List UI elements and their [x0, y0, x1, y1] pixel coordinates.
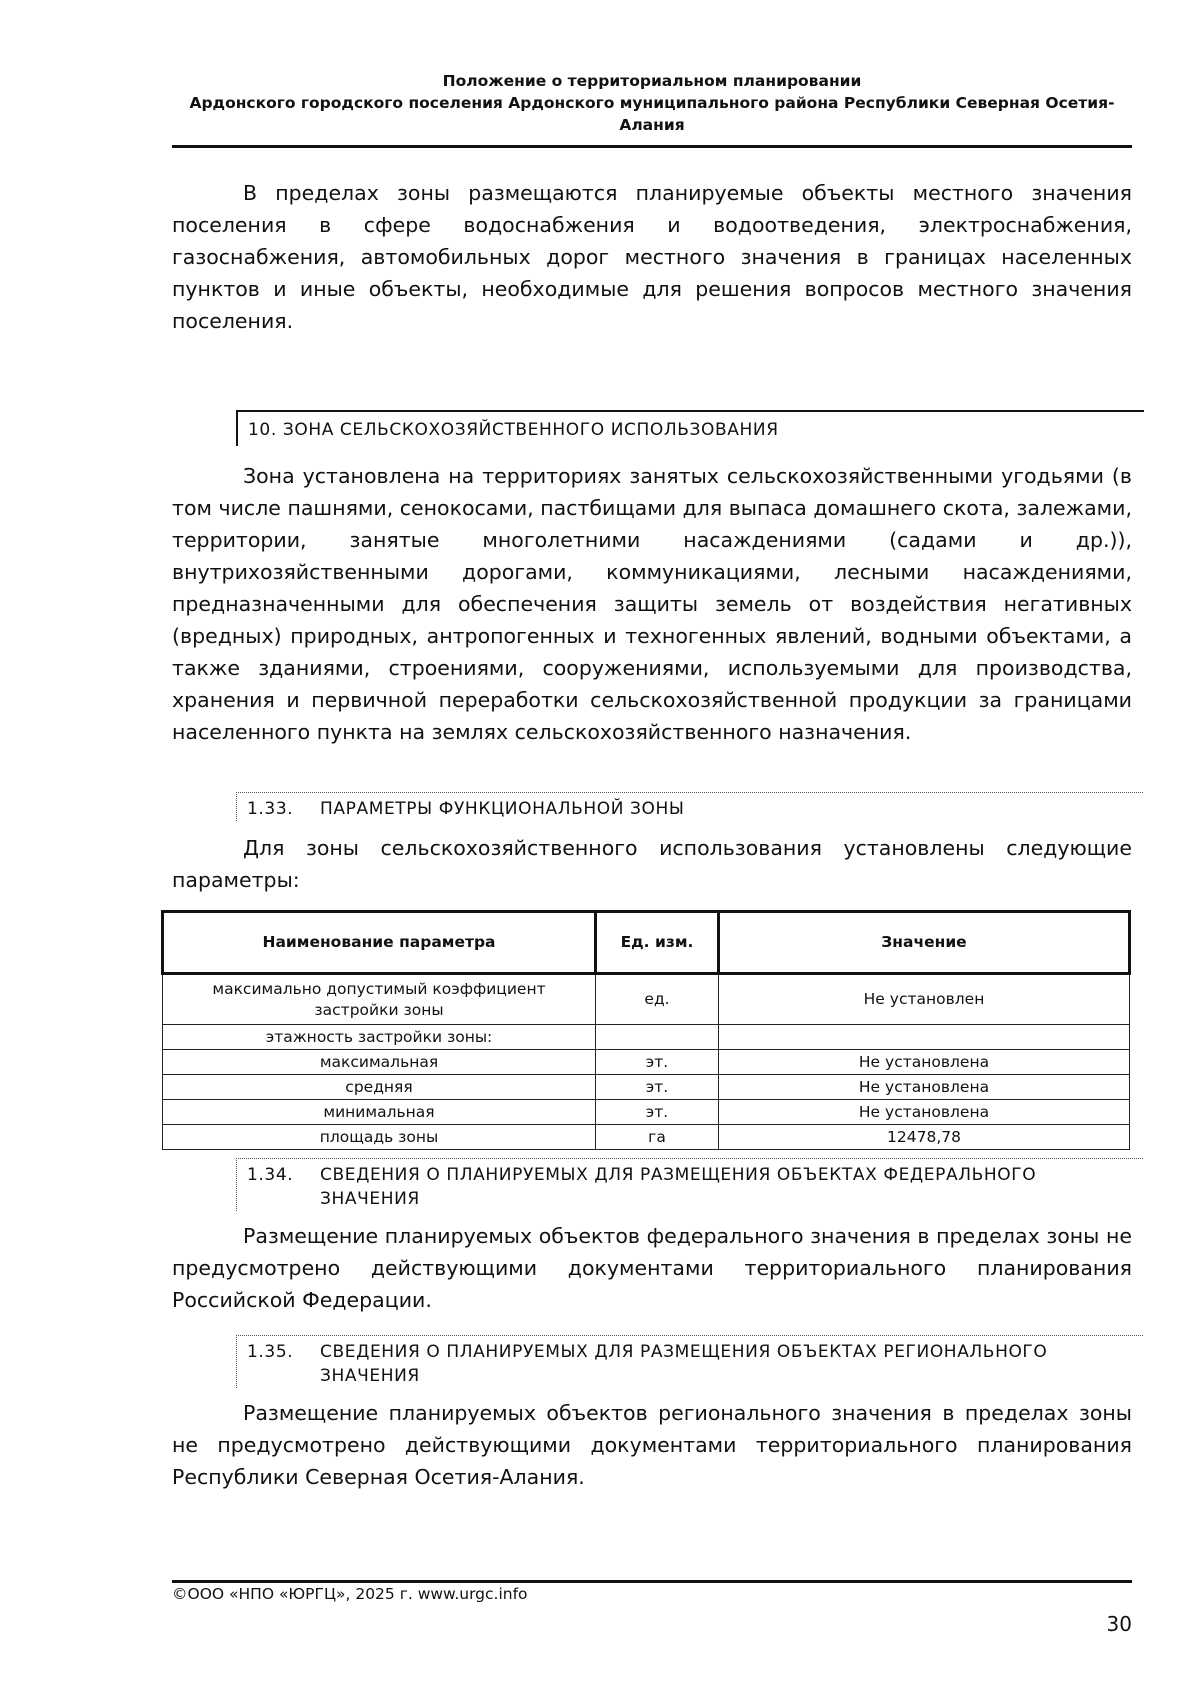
cell-value: Не установлена: [719, 1050, 1130, 1075]
header-line-3: Алания: [619, 116, 685, 134]
intro-paragraph: В пределах зоны размещаются планируемые объекты местного значения поселения в сфере водоснабжения и водоотведения, электроснабжения, газоснабжения, автомобильных дорог местного значения в границах населенных пунктов и иные объекты, необходимые для решения вопросов местного значения поселения.: [172, 181, 1132, 333]
cell-value: Не установлена: [719, 1100, 1130, 1125]
cell-unit: [596, 1025, 719, 1050]
header-cell-unit: Ед. изм.: [596, 912, 719, 974]
section-1-35-paragraph: Размещение планируемых объектов регионального значения в пределах зоны не предусмотрено действующими документами территориального планирования Республики Северная Осетия-Алания.: [172, 1401, 1132, 1489]
section-1-33-number: 1.33.: [247, 799, 294, 819]
cell-name: площадь зоны: [163, 1125, 596, 1150]
page-header: [172, 70, 1132, 136]
cell-value: Не установлена: [719, 1075, 1130, 1100]
section-1-35-title-line-2: ЗНАЧЕНИЯ: [320, 1366, 420, 1386]
header-cell-name: Наименование параметра: [163, 912, 596, 974]
footer-copyright: ©ООО «НПО «ЮРГЦ», 2025 г. www.urgc.info: [172, 1585, 528, 1603]
section-1-35-title-line-1: СВЕДЕНИЯ О ПЛАНИРУЕМЫХ ДЛЯ РАЗМЕЩЕНИЯ ОБЪЕКТАХ РЕГИОНАЛЬНОГО: [320, 1342, 1048, 1362]
footer-rule: [172, 1580, 1132, 1583]
table-row: [163, 1050, 1130, 1075]
section-1-35-number: 1.35.: [247, 1342, 294, 1362]
cell-value: Не установлен: [719, 974, 1130, 1025]
cell-value: [719, 1025, 1130, 1050]
parameters-table: [161, 910, 1131, 1150]
cell-unit: ед.: [596, 974, 719, 1025]
cell-name: средняя: [163, 1075, 596, 1100]
section-10-paragraph: Зона установлена на территориях занятых сельскохозяйственными угодьями (в том числе пашнями, сенокосами, пастбищами для выпаса домашнего скота, залежами, территории, занятые многолетними насаждениями (садами и др.)), внутрихозяйственными дорогами, коммуникациями, лесными насаждениями, предназначенными для обеспечения защиты земель от воздействия негативных (вредных) природных, антропогенных и техногенных явлений, водными объектами, а также зданиями, строениями, сооружениями, используемыми для производства, хранения и первичной переработки сельскохозяйственной продукции за границами населенного пункта на землях сельскохозяйственного назначения.: [172, 464, 1132, 744]
cell-name: этажность застройки зоны:: [163, 1025, 596, 1050]
section-1-34-paragraph: Размещение планируемых объектов федерального значения в пределах зоны не предусмотрено действующими документами территориального планирования Российской Федерации.: [172, 1224, 1132, 1312]
cell-name: максимальная: [163, 1050, 596, 1075]
cell-unit: эт.: [596, 1100, 719, 1125]
table-row: [163, 1125, 1130, 1150]
section-1-34-heading: [236, 1158, 1143, 1211]
header-line-2: Ардонского городского поселения Ардонского муниципального района Республики Северная Осетия-: [189, 94, 1115, 112]
cell-value: 12478,78: [719, 1125, 1130, 1150]
section-1-33-paragraph: Для зоны сельскохозяйственного использования установлены следующие параметры:: [172, 836, 1132, 892]
page-number: 30: [1106, 1612, 1132, 1636]
cell-name: минимальная: [163, 1100, 596, 1125]
section-1-34-title-line-1: СВЕДЕНИЯ О ПЛАНИРУЕМЫХ ДЛЯ РАЗМЕЩЕНИЯ ОБЪЕКТАХ ФЕДЕРАЛЬНОГО: [320, 1165, 1037, 1185]
section-10-title: 10. ЗОНА СЕЛЬСКОХОЗЯЙСТВЕННОГО ИСПОЛЬЗОВАНИЯ: [248, 420, 779, 440]
table-row: [163, 1075, 1130, 1100]
table-row: [163, 974, 1130, 1025]
header-cell-value: Значение: [719, 912, 1130, 974]
section-1-35-heading: [236, 1335, 1143, 1388]
cell-unit: эт.: [596, 1050, 719, 1075]
header-rule: [172, 145, 1132, 148]
table-row: [163, 1025, 1130, 1050]
section-1-34-title-line-2: ЗНАЧЕНИЯ: [320, 1189, 420, 1209]
cell-name: максимально допустимый коэффициент застройки зоны: [163, 974, 596, 1025]
table-row: [163, 1100, 1130, 1125]
header-line-1: Положение о территориальном планировании: [442, 72, 862, 90]
section-10-heading: [236, 410, 1144, 446]
section-1-33-heading: [236, 792, 1143, 821]
cell-unit: эт.: [596, 1075, 719, 1100]
section-1-33-title: ПАРАМЕТРЫ ФУНКЦИОНАЛЬНОЙ ЗОНЫ: [320, 799, 685, 819]
cell-unit: га: [596, 1125, 719, 1150]
section-1-34-number: 1.34.: [247, 1165, 294, 1185]
table-header-row: [163, 912, 1130, 974]
